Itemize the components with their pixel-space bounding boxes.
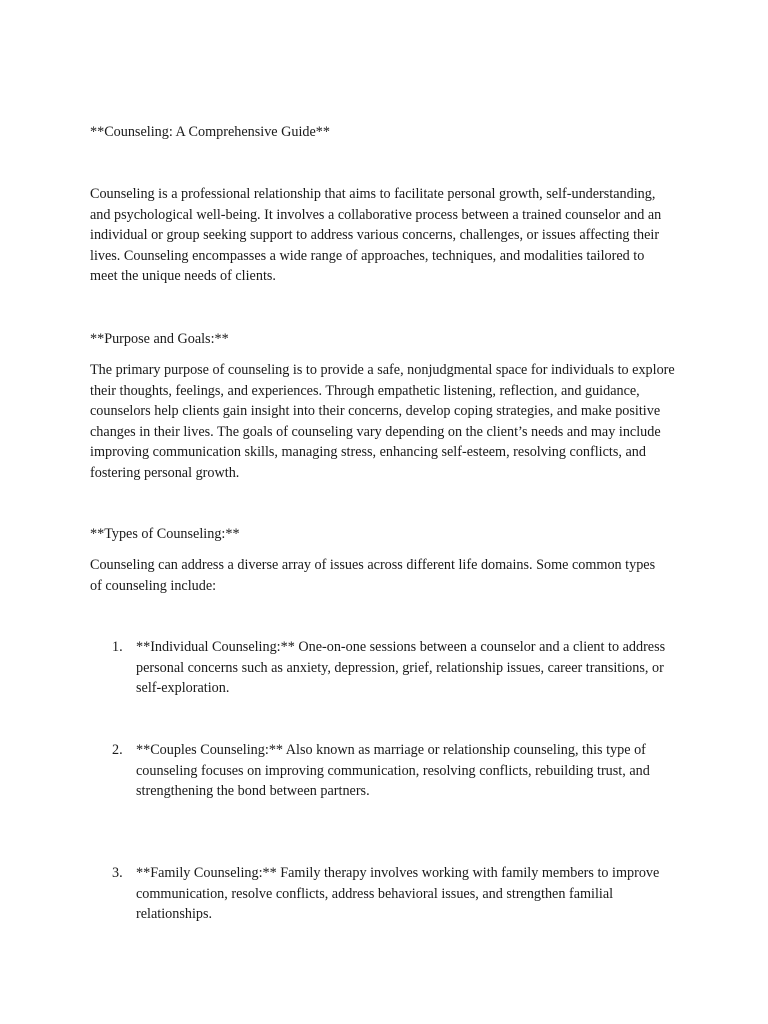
list-item-text: **Family Counseling:** Family therapy involves working with family members to improve communication, resolve conflicts, address behavioral issues, and strengthen familial relationships. <box>136 865 660 923</box>
purpose-paragraph: The primary purpose of counseling is to provide a safe, nonjudgmental space for individuals to explore their thoughts, feelings, and experiences. Through empathetic listening, reflection, and guidance, counselors help clients gain insight into their concerns, develop coping strategies, and make positive changes in their lives. The goals of counseling vary depending on the client’s needs and may include improving communication skills, managing stress, enhancing self-esteem, resolving conflicts, and fostering personal growth. <box>90 362 675 481</box>
list-item-text: **Individual Counseling:** One-on-one sessions between a counselor and a client to address personal concerns such as anxiety, depression, grief, relationship issues, career transitions, or self-exploration. <box>136 639 666 697</box>
purpose-heading: **Purpose and Goals:** <box>90 331 229 347</box>
types-intro-paragraph: Counseling can address a diverse array of issues across different life domains. Some common types of counseling include: <box>90 557 656 594</box>
list-item-text: **Couples Counseling:** Also known as marriage or relationship counseling, this type of counseling focuses on improving communication, resolving conflicts, rebuilding trust, and strengthening the bond between partners. <box>136 742 650 800</box>
types-heading: **Types of Counseling:** <box>90 526 240 542</box>
intro-paragraph: Counseling is a professional relationship that aims to facilitate personal growth, self-understanding, and psychological well-being. It involves a collaborative process between a trained counselor and an individual or group seeking support to address various concerns, challenges, or issues affecting their lives. Counseling encompasses a wide range of approaches, techniques, and modalities tailored to meet the unique needs of clients. <box>90 186 662 285</box>
list-item-number: 3. <box>112 865 123 881</box>
list-item-number: 2. <box>112 742 123 758</box>
document-title: **Counseling: A Comprehensive Guide** <box>90 124 330 140</box>
list-item-number: 1. <box>112 639 123 655</box>
